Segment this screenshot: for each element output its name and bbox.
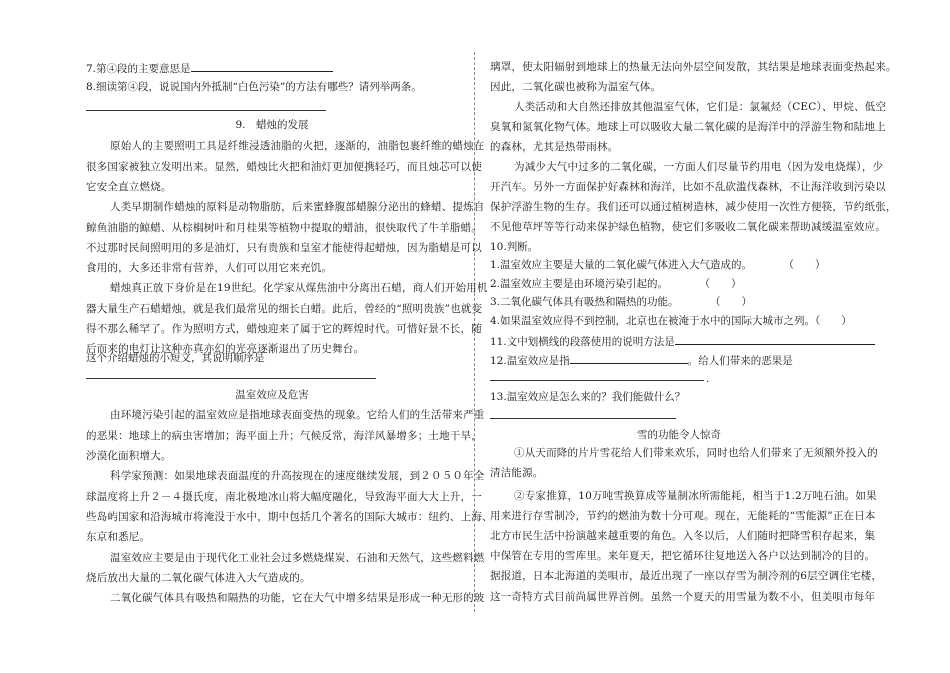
- paragraph-line: 原始人的主要照明工具是纤维浸透油脂的火把，逐渐的，油脂包裹纤维的蜡烛在: [110, 140, 485, 152]
- question-9: 这个介绍蜡烛的小短文，其说明顺序是: [86, 352, 265, 364]
- question-7: [86, 60, 333, 76]
- question-10: 10.判断。: [490, 241, 539, 253]
- paragraph-line: 烧后放出大量的二氧化碳气体进入大气造成的。: [86, 572, 311, 584]
- paragraph-line: 沙漠化面积增大。: [86, 450, 172, 462]
- paragraph-line: 璃罩，使太阳辐射到地球上的热量无法向外层空间发散，其结果是地球表面变热起来。: [490, 61, 897, 73]
- paragraph-line: 的森林，尤其是热带雨林。: [490, 141, 619, 153]
- question-11: [490, 333, 875, 349]
- paragraph-line: 因此，二氧化碳也被称为温室气体。: [490, 81, 662, 93]
- paragraph-line: 它安全直立燃烧。: [86, 181, 172, 193]
- question-11-text: 11.文中划横线的段落使用的说明方法是: [490, 336, 675, 348]
- paragraph-line: 东京和悉尼。: [86, 531, 151, 543]
- paragraph-line: 器大量生产石蜡蜡烛，就是我们最常见的细长白蜡。此后，曾经的“照明贵族”也就变: [86, 303, 483, 315]
- paragraph-line: 后而来的电灯让这种亦真亦幻的光亮逐渐退出了历史舞台。: [86, 343, 365, 355]
- paragraph-line: ②专家推算，10万吨雪换算成等量制冰所需能耗，相当于1.2万吨石油。如果: [514, 490, 877, 502]
- question-12-text-a: 12.温室效应是指: [490, 355, 570, 367]
- answer-blank[interactable]: [191, 60, 333, 72]
- paragraph-line: 的恶果：地球上的病虫害增加；海平面上升；气候反常，海洋风暴增多；土地干旱，: [86, 430, 482, 442]
- paragraph-line: 这一奇特方式目前尚属世界首例。虽然一个夏天的用雪量为数不小，但美唄市每年: [490, 591, 876, 603]
- answer-line[interactable]: [490, 418, 676, 419]
- question-12-text-b: 。给人们带来的恶果是: [687, 355, 793, 367]
- left-column: [86, 0, 493, 673]
- paragraph-line: 由环境污染引起的温室效应是指地球表面变热的现象。它给人们的生活带来严重: [110, 409, 485, 421]
- paragraph-line: 鲸鱼油脂的鲸蜡、从棕榈树叶和月桂果等植物中提取的蜡油，很快取代了牛羊脂蜡。: [86, 222, 482, 234]
- section-9-title: 9. 蜡烛的发展: [235, 119, 309, 131]
- paragraph-line: 开汽车。另外一方面保护好森林和海洋，比如不乱砍滥伐森林，不让海洋收到污染以: [490, 181, 886, 193]
- answer-blank[interactable]: [570, 352, 688, 364]
- question-12: [490, 352, 793, 368]
- judgment-item[interactable]: 2.温室效应主要是由环境污染引起的。 （ ）: [490, 278, 742, 290]
- paragraph-line: 不过那时民间照明用的多是油灯，只有贵族和皇室才能使得起蜡烛，因为脂蜡是可以: [86, 242, 482, 254]
- paragraph-line: 得不那么稀罕了。作为照明方式，蜡烛迎来了属于它的辉煌时代。可惜好景不长，随: [86, 323, 482, 335]
- paragraph-line: 人类活动和大自然还排放其他温室气体，它们是：氯氟烃（CEC）、甲烷、低空: [514, 101, 887, 113]
- judgment-item[interactable]: 3.二氧化碳气体具有吸热和隔热的功能。 （ ）: [490, 296, 753, 308]
- paragraph-line: 清洁能源。: [490, 467, 544, 479]
- paragraph-line: 用来进行存雪制冷，节约的燃油为数十分可观。现在，无能耗的“雪能源”正在日本: [490, 510, 876, 522]
- paragraph-line: 中保管在专用的雪库里。来年夏天，把它循环往复地送入各户以达到制冷的目的。: [490, 550, 876, 562]
- answer-line[interactable]: [86, 110, 326, 111]
- question-7-text: 7.第④段的主要意思是: [86, 63, 191, 75]
- paragraph-line: 蜡烛真正放下身价是在19世纪。化学家从煤焦油中分离出石蜡，商人们开始用机: [110, 282, 488, 294]
- paragraph-line: 很多国家被独立发明出来。显然，蜡烛比火把和油灯更加便携轻巧，而且烛芯可以使: [86, 161, 482, 173]
- paragraph-line: 为减少大气中过多的二氧化碳，一方面人们尽量节约用电（因为发电烧煤），少: [514, 161, 884, 173]
- period-mark: .: [706, 373, 710, 385]
- paragraph-line: 据报道，日本北海道的美唄市，最近出现了一座以存雪为制冷剂的6层空调住宅楼，: [490, 570, 883, 582]
- answer-blank[interactable]: [675, 333, 875, 345]
- paragraph-line: 些岛屿国家和沿海城市将淹没于水中，期中包括几个著名的国际大城市：纽约、上海、: [86, 511, 493, 523]
- paragraph-line: 二氧化碳气体具有吸热和隔热的功能，它在大气中增多结果是形成一种无形的玻: [110, 592, 485, 604]
- paragraph-line: 温室效应主要是由于现代化工业社会过多燃烧煤炭、石油和天然气，这些燃料燃: [110, 552, 485, 564]
- paragraph-line: 球温度将上升２－４摄氏度，南北极地冰山将大幅度融化，导致海平面大大上升，一: [86, 491, 482, 503]
- right-column: [490, 0, 897, 673]
- paragraph-line: 食用的，大多还非常有营养，人们可以用它来充饥。: [86, 262, 333, 274]
- paragraph-line: 北方市民生活中扮演越来越重要的角色。入冬以后，人们随时把降雪积存起来，集: [490, 530, 876, 542]
- question-8: 8.细读第④段，说说国内外抵制“白色污染”的方法有哪些？请列举两条。: [86, 81, 422, 93]
- snow-section-title: 雪的功能令人惊奇: [637, 429, 721, 441]
- paragraph-line: 不见他草坪等等行动来保护绿色植物，使它们多吸收二氧化碳来帮助减缓温室效应。: [490, 221, 886, 233]
- question-13: 13.温室效应是怎么来的？我们能做什么？: [490, 391, 686, 403]
- paragraph-line: 臭氧和氮氧化物气体。地球上可以吸收大量二氧化碳的是海洋中的浮游生物和陆地上: [490, 121, 886, 133]
- section-10-title: 温室效应及危害: [235, 389, 309, 401]
- paragraph-line: ①从天而降的片片雪花给人们带来欢乐，同时也给人们带来了无须额外投入的: [514, 447, 878, 459]
- paragraph-line: 保护浮游生物的生存。我们还可以通过植树造林，减少使用一次性方便筷，节约纸张，: [490, 201, 897, 213]
- judgment-item[interactable]: 1.温室效应主要是大量的二氧化碳气体进入大气造成的。 （ ）: [490, 259, 826, 271]
- paragraph-line: 人类早期制作蜡烛的原料是动物脂肪，后来蜜蜂腹部蜡腺分泌出的蜂蜡、提炼自: [110, 201, 485, 213]
- answer-line[interactable]: [86, 378, 376, 379]
- answer-line[interactable]: [490, 380, 704, 381]
- judgment-item[interactable]: 4.如果温室效应得不到控制，北京也在被淹于水中的国际大城市之列。（ ）: [490, 315, 852, 327]
- paragraph-line: 科学家预测：如果地球表面温度的升高按现在的速度继续发展，到２０５０年全: [110, 470, 485, 482]
